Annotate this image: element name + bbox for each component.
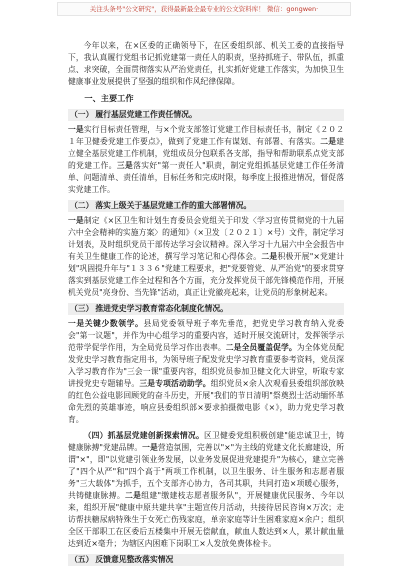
subsection-lead: （四）抓基层党建创新探索情况。 — [83, 431, 204, 440]
subsection-body — [68, 318, 344, 426]
subsection-number: （三） — [70, 304, 94, 313]
subsection-body — [68, 124, 344, 196]
section-heading: 一、主要工作 — [84, 93, 134, 103]
subsection — [68, 200, 344, 299]
intro-paragraph: 今年以来，在×区委的正确领导下，在区委组织部、机关工委的直接指导下，我认真履行党组书记抓党建第一责任人的职责，坚持抓班子、带队伍，抓重点、求突破，全面贯彻落实从严治党责任，扎实抓好党建工作落实，为加快卫生健康事业发展提供了坚强的组织和作风纪律保障。 — [68, 41, 344, 86]
subsection-number: （二） — [70, 201, 94, 210]
body-text: 组建"缴建枝志愿者服务队"，开展健康优民服务、今年以来，组织开展"健康中原共建共享"主题宣传月活动，共接待居民咨询×万次；走访帮扶糖尿病特殊生于女死亡伤残家庭，单亲家庭等计生困难家庭×余户；组织全区干部职工在区委后五楼集中开展无偿献血，献血人数达到×人，累计献血量达到近×毫升；为辖区内困难下岗职工×人发放免费体检卡。 — [68, 491, 345, 548]
subsection-lead: 反馈意见整改落实情况 — [95, 555, 174, 564]
subsection-number: （一） — [70, 110, 94, 119]
subsection — [68, 430, 344, 550]
emphasis-text: 一是关键少数领学。 — [68, 319, 144, 328]
body-text: 积极开展"×党建计划"巩固提升年与"１３３６"党建工程要求，把"党要管党、从严治党"的要求贯穿落实到基层党建工作全过程和各个方面，充分发挥党员干部先锋模范作用，开展机关党员"亮身份、当先锋"活动，真正让党徽亮起来，让党员的形象树起来。 — [68, 252, 345, 297]
body-text: 营造氛围，完善以"×"为主线的党建文化长廊建设，所谓"×"，即"以党建引领业务发展，以业务发展促进党建提升"为核心，建立完善了"四个从严"和"四个高于"两项工作机制，以卫生服务、计生服务和志愿者服务"三大载体"为抓手，五个支部齐心协力，各司其职，共同打造×项暖心服务，共铸健康脉搏。 — [68, 443, 345, 500]
subsection-lead: 履行基层党建工作责任情况。 — [95, 110, 197, 119]
emphasis-text: 三是 — [116, 161, 134, 170]
subsection-title — [68, 554, 344, 566]
emphasis-text: 一是 — [142, 443, 158, 452]
subsection — [68, 303, 344, 426]
emphasis-text: 二是 — [261, 252, 278, 261]
body-text: 组织党员×余人次观看县委组织部放映的红色公益电影回顾党的奋斗历史，开展"我们的节日清明"祭奠烈士活动缅怀革命先烈的英雄事迹，响应县委组织部×要求拍摄微电影《×》，助力党史学习教育。 — [68, 379, 345, 424]
top-banner: 关注头条号"公文研究"，获得最新最全最专业的公文资料库！ 微信：gongwen· — [57, 2, 351, 16]
body-text: 实行目标责任管理，与×个党支部签订党建工作目标责任书，制定《２０２１年卫健委党建工作要点》，做到了党建工作有谋划、有部署、有落实。 — [68, 125, 345, 146]
subsection-title — [68, 303, 344, 315]
emphasis-text: 二是 — [320, 137, 337, 146]
body-text: 落实好"第一责任人"职责，制定党组抓基层党建工作任务清单、问题清单、责任清单，目标任务和完成时限，每季度上报推进情况，督促落实党建工作。 — [68, 161, 345, 194]
subsection-lead: 落实上级关于基层党建工作的重大部署情况。 — [95, 201, 252, 210]
subsection — [68, 109, 344, 196]
body-text: 县局党委领导班子率先垂范，把党史学习教育纳入党委会"第一议题"，并作为中心组学习的重要内容，适时开展交流研讨，发挥领学示范带学促学作用，为全局党员学习作出表率。 — [68, 319, 345, 352]
emphasis-text: 一是 — [68, 125, 84, 134]
emphasis-text: 一是 — [68, 216, 84, 225]
sections — [68, 109, 344, 566]
subsection-number: （五） — [70, 555, 94, 564]
subsection-title — [68, 200, 344, 212]
emphasis-text: 三是专项活动助学。 — [139, 379, 211, 388]
subsection-body — [68, 430, 344, 550]
subsection-lead: 推进党史学习教育常态化制度化情况。 — [95, 304, 228, 313]
subsection-title — [68, 109, 344, 121]
subsection-body — [68, 215, 344, 299]
body-text: 区卫健委党组积极创建"能忠诚卫士，铸健康脉搏"党建品牌。 — [68, 431, 345, 452]
emphasis-text: 二是 — [124, 491, 142, 500]
body-text: 制定《×区卫生和计划生育委员会党组关于印发〈学习宣传贯彻党的十九届六中全会精神的实施方案〉的通知》（×卫发〔２０２１〕×号）文件，制定学习计划表，及时组织党员干部传达学习会议精神。深入学习十九届六中全会报告中有关卫生健康工作的论述，撰写学习笔记和心得体会。 — [68, 216, 345, 261]
subsection — [68, 554, 344, 566]
body-text: 为全体党员配发党史学习教育指定用书，为领导班子配发党史学习教育重要参考资料，党员深入学习教育作为"三会一课"重要内容，组织党员参加卫健文化大讲堂，听取专家讲授党史专题辅导。 — [68, 343, 345, 388]
emphasis-text: 二是全员覆盖促学。 — [225, 343, 297, 352]
body-text: 建立健全基层党建工作机制，党组成员分包联系各支部，指导和帮助联系点党支部的党建工作。 — [68, 137, 344, 170]
document-body — [68, 40, 344, 569]
